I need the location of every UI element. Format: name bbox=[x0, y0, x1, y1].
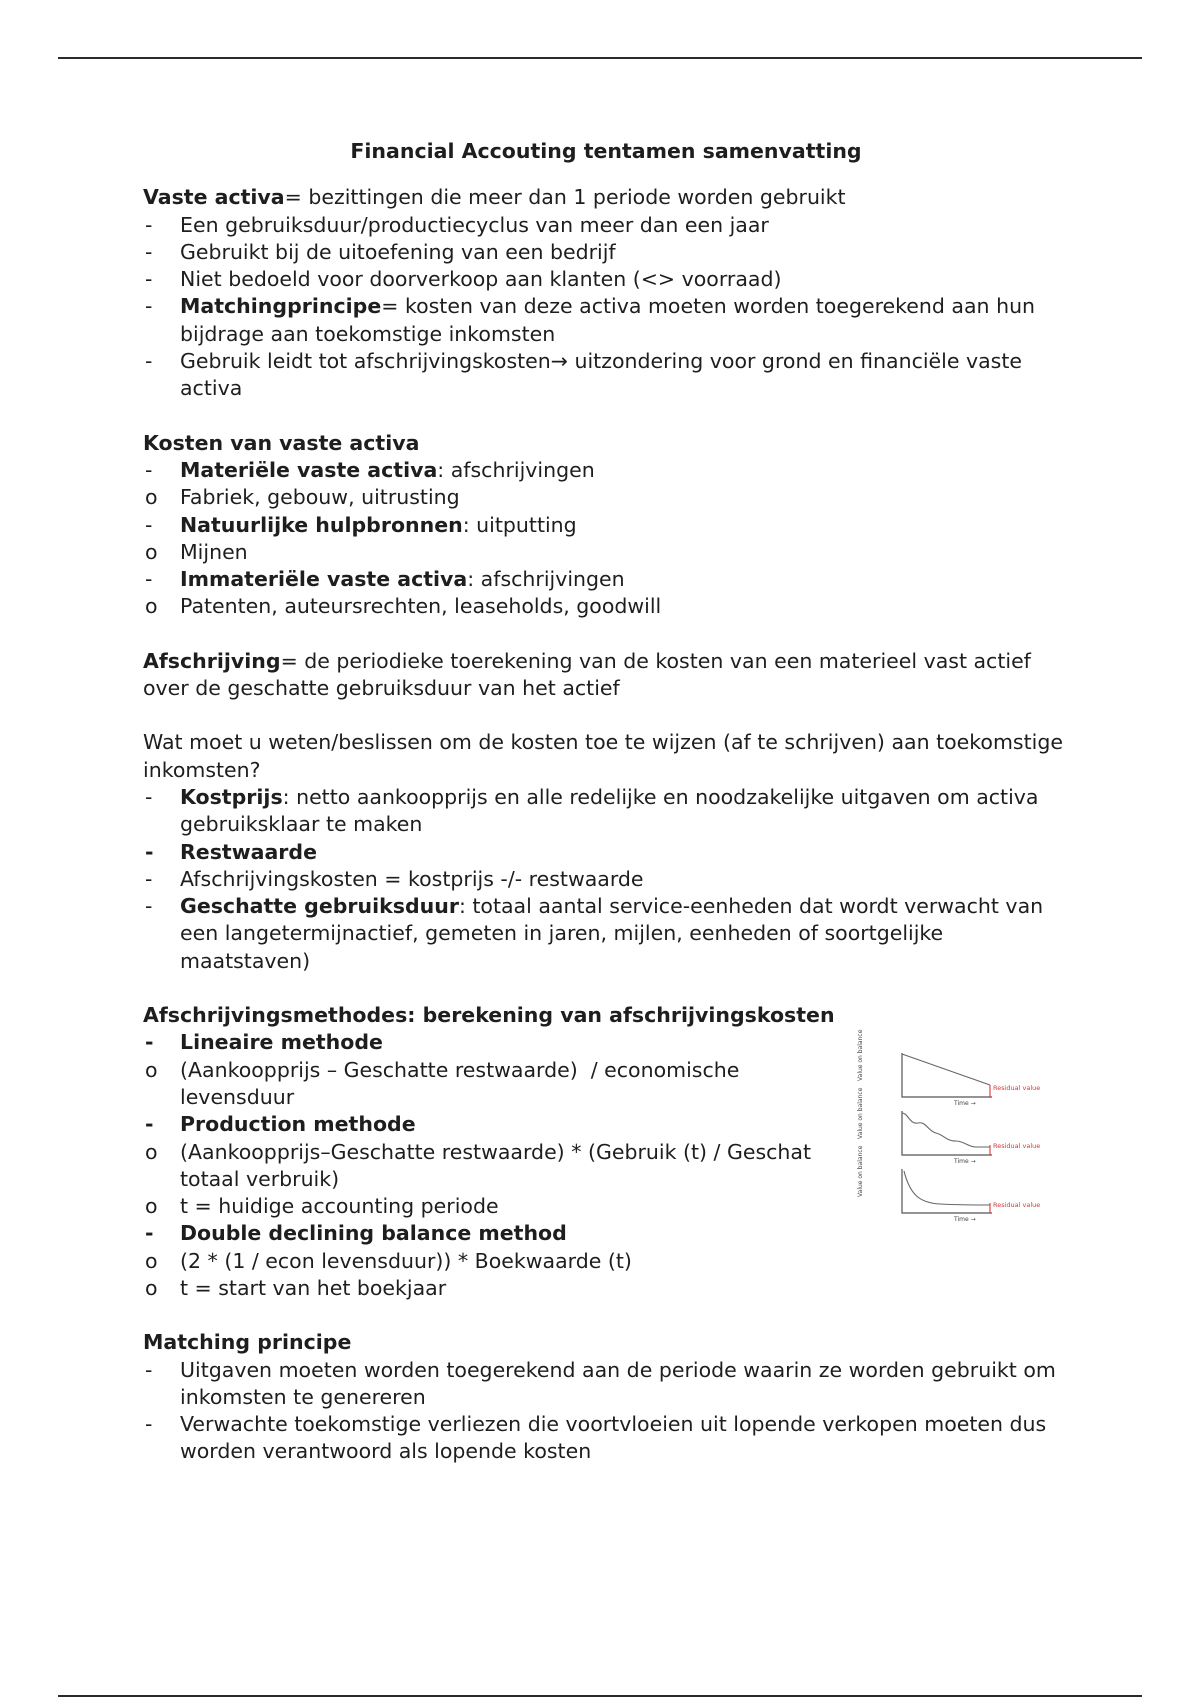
formula-text: (2 * (1 / econ levensduur)) * Boekwaarde (t) bbox=[180, 1248, 632, 1273]
definition: : uitputting bbox=[462, 512, 577, 537]
depreciation-graphs bbox=[857, 1029, 1055, 1230]
list-item-text: Patenten, auteursrechten, leaseholds, goodwill bbox=[180, 594, 662, 619]
sub-list-item bbox=[143, 1248, 843, 1275]
document-body bbox=[143, 138, 1063, 1466]
list-item-text: Uitgaven moeten worden toegerekend aan de periode waarin ze worden gebruikt om inkomsten te genereren bbox=[180, 1357, 1056, 1409]
spacer bbox=[143, 702, 1063, 729]
sub-list-item bbox=[143, 1275, 843, 1302]
definition: = bezittingen die meer dan 1 periode worden gebruikt bbox=[284, 185, 846, 210]
question-paragraph: Wat moet u weten/beslissen om de kosten toe te wijzen (af te schrijven) aan toekomstige inkomsten? bbox=[143, 730, 1063, 782]
formula-text: (Aankoopprijs – Geschatte restwaarde) / economische levensduur bbox=[180, 1057, 746, 1109]
list-item bbox=[143, 239, 1063, 266]
list-item-text: Een gebruiksduur/productiecyclus van meer dan een jaar bbox=[180, 212, 769, 237]
list-item bbox=[143, 212, 1063, 239]
term: Matchingprincipe bbox=[180, 294, 382, 319]
definition: = kosten van deze activa moeten worden toegerekend aan hun bijdrage aan toekomstige inkomsten bbox=[180, 294, 1036, 346]
term: Double declining balance method bbox=[180, 1221, 567, 1246]
term: Geschatte gebruiksduur bbox=[180, 894, 459, 919]
spacer bbox=[143, 621, 1063, 648]
document-title: Financial Accouting tentamen samenvatting bbox=[350, 139, 862, 163]
heading-text: Kosten van vaste activa bbox=[143, 430, 420, 455]
dash-marker: - bbox=[145, 1412, 153, 1437]
bottom-rule bbox=[58, 1695, 1142, 1697]
list-item bbox=[143, 1411, 1063, 1466]
section-heading bbox=[143, 1329, 1063, 1356]
spacer bbox=[143, 403, 1063, 430]
list-item bbox=[143, 457, 1063, 484]
graph-production bbox=[857, 1087, 1040, 1165]
term: Natuurlijke hulpbronnen bbox=[180, 512, 463, 537]
heading-text: Afschrijvingsmethodes: berekening van afschrijvingskosten bbox=[143, 1003, 835, 1028]
list-item bbox=[143, 784, 1063, 839]
list-item bbox=[143, 266, 1063, 293]
circle-marker: o bbox=[145, 1194, 158, 1219]
term: Restwaarde bbox=[180, 839, 317, 864]
section-heading bbox=[143, 430, 1063, 457]
graph-residual-label: Residual value bbox=[993, 1142, 1041, 1150]
sub-list-item bbox=[143, 593, 1063, 620]
graph-y-label: Value on balance bbox=[857, 1087, 864, 1139]
heading-text: Matching principe bbox=[143, 1330, 352, 1355]
term: Production methode bbox=[180, 1112, 416, 1137]
list-item-text: Verwachte toekomstige verliezen die voortvloeien uit lopende verkopen moeten dus worden verantwoord als lopende kosten bbox=[180, 1412, 1047, 1464]
list-item bbox=[143, 1220, 843, 1247]
list-item bbox=[143, 1111, 843, 1138]
definition: : netto aankoopprijs en alle redelijke en noodzakelijke uitgaven om activa gebruiksklaar te maken bbox=[180, 784, 1039, 837]
graph-x-label: Time → bbox=[954, 1158, 976, 1165]
graph-axes bbox=[902, 1111, 992, 1155]
formula-text: (Aankoopprijs–Geschatte restwaarde) * (Gebruik (t) / Geschat totaal verbruik) bbox=[180, 1139, 811, 1191]
circle-marker: o bbox=[145, 594, 158, 619]
list-item-text: t = huidige accounting periode bbox=[180, 1194, 499, 1219]
section-heading bbox=[143, 1002, 1063, 1029]
list-item-text: Gebruikt bij de uitoefening van een bedrijf bbox=[180, 239, 616, 264]
list-item-text: t = start van het boekjaar bbox=[180, 1275, 447, 1300]
afschrijving-definition bbox=[143, 648, 1063, 703]
graph-axes bbox=[902, 1053, 992, 1097]
definition: : afschrijvingen bbox=[467, 567, 625, 592]
graph-curve bbox=[902, 1054, 990, 1085]
bold-dash-marker: - bbox=[145, 1112, 154, 1137]
list-item-text: Fabriek, gebouw, uitrusting bbox=[180, 485, 460, 510]
list-item bbox=[143, 1357, 1063, 1412]
definition: : afschrijvingen bbox=[437, 457, 595, 482]
definition: : totaal aantal service-eenheden dat wordt verwacht van een langetermijnactief, gemeten in jaren, mijlen, eenheden of soortgelijke maatstaven) bbox=[180, 894, 1044, 973]
bold-dash-marker: - bbox=[145, 839, 154, 864]
term: Vaste activa bbox=[143, 185, 285, 210]
list-item-text: Gebruik leidt tot afschrijvingskosten→ uitzondering voor grond en financiële vaste activa bbox=[180, 349, 1022, 401]
list-item bbox=[143, 1029, 843, 1056]
dash-marker: - bbox=[145, 349, 153, 374]
bold-dash-marker: - bbox=[145, 1221, 154, 1246]
dash-marker: - bbox=[145, 457, 153, 482]
list-item bbox=[143, 293, 1063, 348]
circle-marker: o bbox=[145, 1139, 158, 1164]
graph-y-label: Value on balance bbox=[857, 1145, 864, 1197]
term: Lineaire methode bbox=[180, 1030, 383, 1055]
term: Afschrijving bbox=[143, 648, 281, 673]
graph-y-label: Value on balance bbox=[857, 1029, 864, 1081]
dash-marker: - bbox=[145, 294, 153, 319]
graph-x-label: Time → bbox=[954, 1100, 976, 1107]
list-item-text: Niet bedoeld voor doorverkoop aan klanten (<> voorraad) bbox=[180, 267, 782, 292]
term: Kostprijs bbox=[180, 784, 283, 809]
dash-marker: - bbox=[145, 267, 153, 292]
list-item-text: Mijnen bbox=[180, 539, 248, 564]
spacer bbox=[143, 975, 1063, 1002]
graph-x-label: Time → bbox=[954, 1216, 976, 1223]
dash-marker: - bbox=[145, 512, 153, 537]
graph-residual-label: Residual value bbox=[993, 1084, 1041, 1092]
graph-double-declining bbox=[857, 1145, 1040, 1223]
vaste-activa-definition bbox=[143, 184, 1063, 211]
list-item bbox=[143, 866, 1063, 893]
graph-curve bbox=[904, 1171, 990, 1205]
sub-list-item bbox=[143, 484, 1063, 511]
dash-marker: - bbox=[145, 212, 153, 237]
list-item bbox=[143, 348, 1063, 403]
term: Immateriële vaste activa bbox=[180, 567, 468, 592]
depreciation-figure bbox=[857, 1029, 1055, 1230]
spacer bbox=[143, 1302, 1063, 1329]
bold-dash-marker: - bbox=[145, 1030, 154, 1055]
list-item bbox=[143, 839, 1063, 866]
sub-list-item bbox=[143, 1057, 843, 1112]
circle-marker: o bbox=[145, 485, 158, 510]
list-item-text: Afschrijvingskosten = kostprijs -/- restwaarde bbox=[180, 866, 644, 891]
circle-marker: o bbox=[145, 1275, 158, 1300]
circle-marker: o bbox=[145, 1248, 158, 1273]
list-item bbox=[143, 893, 1063, 975]
dash-marker: - bbox=[145, 894, 153, 919]
dash-marker: - bbox=[145, 567, 153, 592]
methods-list bbox=[143, 1029, 843, 1302]
graph-axes bbox=[902, 1169, 992, 1213]
circle-marker: o bbox=[145, 539, 158, 564]
term: Materiële vaste activa bbox=[180, 457, 438, 482]
dash-marker: - bbox=[145, 239, 153, 264]
list-item bbox=[143, 512, 1063, 539]
top-rule bbox=[58, 57, 1142, 59]
sub-list-item bbox=[143, 539, 1063, 566]
sub-list-item bbox=[143, 1193, 843, 1220]
graph-residual-label: Residual value bbox=[993, 1201, 1041, 1209]
list-item bbox=[143, 566, 1063, 593]
circle-marker: o bbox=[145, 1057, 158, 1082]
sub-list-item bbox=[143, 1139, 843, 1194]
graph-curve bbox=[902, 1113, 990, 1147]
dash-marker: - bbox=[145, 866, 153, 891]
definition: = de periodieke toerekening van de kosten van een materieel vast actief over de geschatte gebruiksduur van het actief bbox=[143, 648, 1031, 701]
dash-marker: - bbox=[145, 784, 153, 809]
dash-marker: - bbox=[145, 1357, 153, 1382]
